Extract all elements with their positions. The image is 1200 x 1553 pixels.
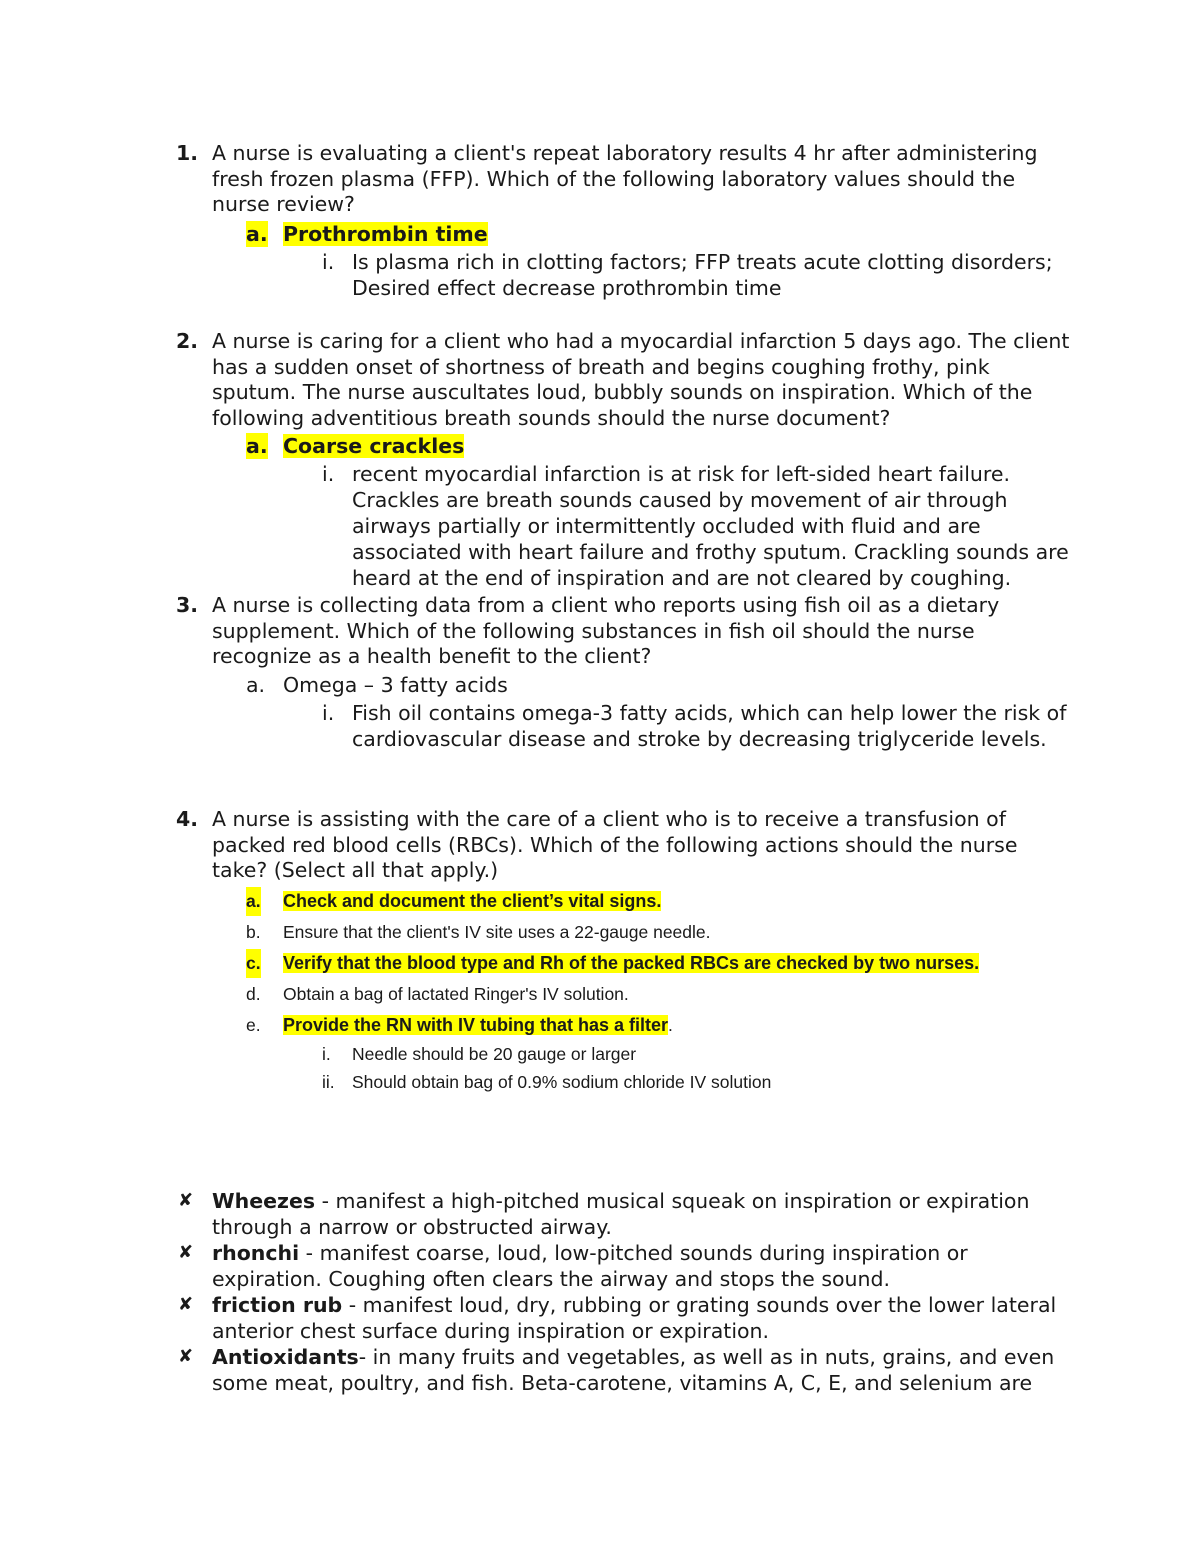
question-3 <box>176 593 1076 752</box>
bullet-term: rhonchi <box>212 1241 300 1265</box>
bullet-text: - manifest coarse, loud, low-pitched sounds during inspiration or expiration. Coughing often clears the airway and stops the sound. <box>212 1241 968 1291</box>
rationale-item <box>322 249 1076 301</box>
bullet-item-wheezes <box>176 1188 1076 1240</box>
bullet-term: Antioxidants <box>212 1345 359 1369</box>
rationale-numeral: i. <box>322 462 335 486</box>
option-suffix: . <box>668 1014 673 1035</box>
question-number: 3. <box>176 593 199 617</box>
option-letter: a. <box>246 221 268 246</box>
answer-option <box>246 887 1076 916</box>
option-letter: a. <box>246 672 266 697</box>
option-letter: a. <box>246 887 261 916</box>
question-4 <box>176 807 1076 1096</box>
rationale-numeral: ii. <box>322 1071 335 1092</box>
x-mark-icon: ✘ <box>178 1346 194 1367</box>
rationale-item <box>322 461 1076 591</box>
question-stem: A nurse is assisting with the care of a client who is to receive a transfusion of packed red blood cells (RBCs). Which of the following actions should the nurse take? (Select all that apply.) <box>212 807 1018 882</box>
bullet-item-antioxidants <box>176 1344 1076 1396</box>
option-text: Prothrombin time <box>283 221 488 246</box>
rationale-numeral: i. <box>322 1043 331 1064</box>
option-letter: c. <box>246 949 261 978</box>
question-stem: A nurse is evaluating a client's repeat laboratory results 4 hr after administering fresh frozen plasma (FFP). Which of the following laboratory values should the nurse review? <box>212 141 1038 216</box>
rationale-item <box>322 700 1076 752</box>
question-1 <box>176 141 1076 301</box>
answer-option <box>246 1011 1076 1040</box>
rationale-text: recent myocardial infarction is at risk for left-sided heart failure. Crackles are breath sounds caused by movement of air through airways partially or intermittently occluded with fluid and are associated with heart failure and frothy sputum. Crackling sounds are heard at the end of inspiration and are not cleared by coughing. <box>352 462 1069 590</box>
question-stem: A nurse is caring for a client who had a myocardial infarction 5 days ago. The client has a sudden onset of shortness of breath and begins coughing frothy, pink sputum. The nurse auscultates loud, bubbly sounds on inspiration. Which of the following adventitious breath sounds should the nurse document? <box>212 329 1070 430</box>
bullet-text: - manifest loud, dry, rubbing or grating sounds over the lower lateral anterior chest surface during inspiration or expiration. <box>212 1293 1057 1343</box>
bullet-term: Wheezes <box>212 1189 316 1213</box>
question-stem: A nurse is collecting data from a client who reports using fish oil as a dietary supplement. Which of the following substances in fish oil should the nurse recognize as a health benefit to the client? <box>212 593 1000 668</box>
option-letter: d. <box>246 983 261 1004</box>
option-text: Verify that the blood type and Rh of the packed RBCs are checked by two nurses. <box>283 952 980 973</box>
bullet-item-rhonchi <box>176 1240 1076 1292</box>
question-2 <box>176 329 1076 591</box>
option-text: Check and document the client’s vital signs. <box>283 890 662 911</box>
rationale-text: Fish oil contains omega-3 fatty acids, which can help lower the risk of cardiovascular disease and stroke by decreasing triglyceride levels. <box>352 700 1067 751</box>
rationale-item <box>322 1040 1076 1068</box>
answer-option <box>246 672 1076 698</box>
answer-option <box>246 980 1076 1009</box>
question-number: 4. <box>176 807 199 831</box>
option-letter: b. <box>246 921 261 942</box>
rationale-numeral: i. <box>322 249 335 274</box>
option-text: Provide the RN with IV tubing that has a filter <box>283 1014 669 1035</box>
option-text: Obtain a bag of lactated Ringer's IV solution. <box>283 983 629 1004</box>
bullet-text: - in many fruits and vegetables, as well as in nuts, grains, and even some meat, poultry, and fish. Beta-carotene, vitamins A, C, E, and selenium are <box>212 1345 1055 1395</box>
x-mark-icon: ✘ <box>178 1294 194 1315</box>
bullet-item-friction-rub <box>176 1292 1076 1344</box>
x-mark-icon: ✘ <box>178 1190 194 1211</box>
answer-option <box>246 221 1076 247</box>
option-text: Coarse crackles <box>283 434 465 458</box>
rationale-item <box>322 1068 1076 1096</box>
option-text: Omega – 3 fatty acids <box>283 672 508 697</box>
option-text: Ensure that the client's IV site uses a 22-gauge needle. <box>283 921 711 942</box>
rationale-text: Needle should be 20 gauge or larger <box>352 1043 637 1064</box>
question-number: 1. <box>176 141 199 165</box>
answer-option <box>246 918 1076 947</box>
question-number: 2. <box>176 329 199 353</box>
answer-option <box>246 949 1076 978</box>
rationale-text: Should obtain bag of 0.9% sodium chloride IV solution <box>352 1071 772 1092</box>
option-letter: a. <box>246 434 268 458</box>
rationale-text: Is plasma rich in clotting factors; FFP treats acute clotting disorders; Desired effect decrease prothrombin time <box>352 249 1053 300</box>
answer-option <box>246 433 1076 459</box>
rationale-numeral: i. <box>322 700 335 725</box>
x-mark-icon: ✘ <box>178 1242 194 1263</box>
option-letter: e. <box>246 1014 261 1035</box>
bullet-term: friction rub <box>212 1293 343 1317</box>
bullet-text: - manifest a high-pitched musical squeak on inspiration or expiration through a narrow or obstructed airway. <box>212 1189 1030 1239</box>
